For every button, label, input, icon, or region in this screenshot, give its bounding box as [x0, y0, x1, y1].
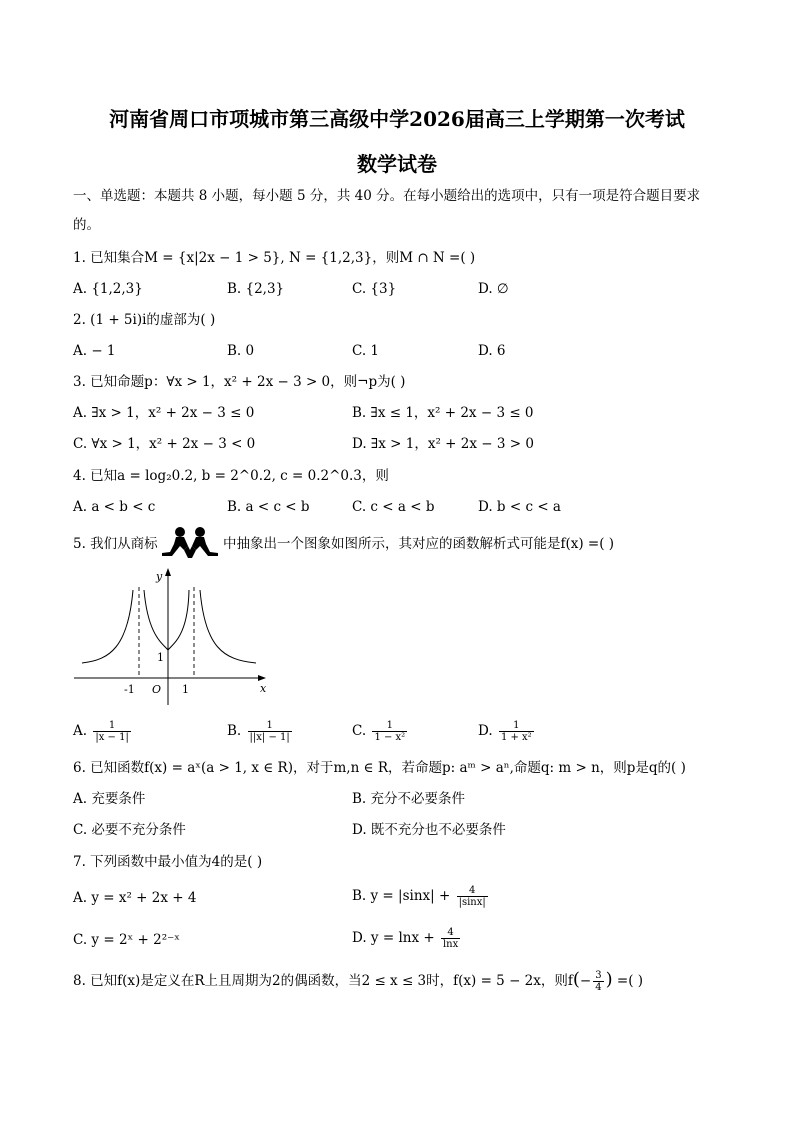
q2-option-b: B. 0 — [227, 343, 255, 359]
q5-option-c-num: 1 — [386, 720, 393, 731]
q1-option-d: D. ∅ — [478, 281, 509, 297]
q4-option-a: A. a < b < c — [73, 499, 156, 515]
q2-option-d: D. 6 — [478, 343, 506, 359]
q1-option-a: A. {1,2,3} — [73, 281, 143, 297]
kappa-logo-image — [158, 526, 222, 560]
q7-option-d: D. y = lnx + $\frac{4}{\ln x}$ — [352, 927, 459, 950]
q1-stem: 1. 已知集合M = {x|2x − 1 > 5}, N = {1,2,3}，则M ∩ N =( ) — [73, 250, 476, 266]
q2-stem: 2. (1 + 5i)i的虚部为( ) — [73, 312, 216, 328]
q3-option-a: A. ∃x > 1，x² + 2x − 3 ≤ 0 — [73, 405, 255, 421]
q1-option-b: B. {2,3} — [227, 281, 285, 297]
y-intercept-label: 1 — [157, 651, 164, 664]
q6-option-c: C. 必要不充分条件 — [73, 822, 186, 838]
q5-stem-after: 中抽象出一个图象如图所示，其对应的函数解析式可能是f(x) =( ) — [223, 536, 615, 552]
x-axis-label: x — [260, 682, 267, 695]
q2-option-a: A. − 1 — [73, 343, 116, 359]
q1-option-c: C. {3} — [352, 281, 397, 297]
q7-option-b: B. y = |sinx| + $\frac{4}{|\sin x|}$ — [352, 885, 486, 908]
q4-option-c: C. c < a < b — [352, 499, 435, 515]
q6-stem: 6. 已知函数f(x) = aˣ(a > 1, x ∈ R)，对于m,n ∈ R，若命题p: aᵐ > aⁿ,命题q: m > n，则p是q的( ) — [73, 760, 686, 776]
y-axis-arrow-icon — [165, 568, 171, 576]
q5-function-graph — [70, 565, 270, 705]
q5-option-b: B. $\frac{1}{||x| - 1|}$ — [227, 720, 290, 743]
section-instruction-line2: 的。 — [73, 217, 100, 233]
q7-stem: 7. 下列函数中最小值为4的是( ) — [73, 854, 263, 870]
q3-option-b: B. ∃x ≤ 1，x² + 2x − 3 ≤ 0 — [352, 405, 534, 421]
q3-option-d: D. ∃x > 1，x² + 2x − 3 > 0 — [352, 436, 534, 452]
q8-stem: 8. 已知f(x)是定义在R上且周期为2的偶函数，当2 ≤ x ≤ 3时，f(x) = 5 − 2x，则f(− $\frac{3}{4}$ ) =( ) — [73, 969, 644, 993]
q7-option-a: A. y = x² + 2x + 4 — [73, 890, 197, 906]
curve-right-branch — [200, 590, 256, 663]
q6-option-a: A. 充要条件 — [73, 791, 146, 807]
q5-option-d: D. $\frac{1}{\text{1 + x²}}$ — [478, 720, 532, 743]
q5-option-d-num: 1 — [513, 720, 520, 731]
origin-label: O — [152, 683, 162, 696]
q5-option-a: A. $\frac{1}{|x - 1|}$ — [73, 720, 129, 743]
q5-option-c: C. $\frac{1}{\text{1 − x²}}$ — [352, 720, 406, 743]
q5-option-b-num: 1 — [266, 720, 273, 731]
x-axis-arrow-icon — [258, 675, 266, 681]
q5-option-c-den: 1 − x² — [374, 732, 406, 743]
q5-option-a-den: |x − 1| — [95, 732, 129, 743]
page-title: 河南省周口市项城市第三高级中学2026届高三上学期第一次考试 — [109, 107, 685, 131]
tick-label-neg1: -1 — [124, 683, 135, 696]
q5-option-a-num: 1 — [108, 720, 116, 731]
q5-option-b-den: ||x| − 1| — [249, 732, 290, 743]
curve-middle-left — [144, 590, 168, 650]
q4-option-d: D. b < c < a — [478, 499, 561, 515]
q3-option-c: C. ∀x > 1，x² + 2x − 3 < 0 — [73, 436, 256, 452]
tick-label-pos1: 1 — [182, 683, 189, 696]
q7-option-c: C. y = 2ˣ + 2²⁻ˣ — [73, 932, 181, 948]
q3-stem: 3. 已知命题p：∀x > 1，x² + 2x − 3 > 0，则¬p为( ) — [73, 374, 406, 390]
q6-option-d: D. 既不充分也不必要条件 — [352, 822, 506, 838]
curve-middle-right — [168, 590, 189, 650]
q5-stem-before: 5. 我们从商标 — [73, 536, 158, 552]
q4-stem: 4. 已知a = log₂0.2, b = 2^0.2, c = 0.2^0.3，则 — [73, 468, 389, 484]
q6-option-b: B. 充分不必要条件 — [352, 791, 466, 807]
y-axis-label: y — [156, 570, 163, 583]
q5-option-d-den: 1 + x² — [500, 732, 532, 743]
curve-left-branch — [82, 590, 133, 663]
page-subtitle: 数学试卷 — [357, 152, 437, 176]
q2-option-c: C. 1 — [352, 343, 380, 359]
q4-option-b: B. a < c < b — [227, 499, 310, 515]
section-instruction-line1: 一、单选题：本题共 8 小题，每小题 5 分，共 40 分。在每小题给出的选项中，只有一项是符合题目要求 — [73, 188, 701, 204]
